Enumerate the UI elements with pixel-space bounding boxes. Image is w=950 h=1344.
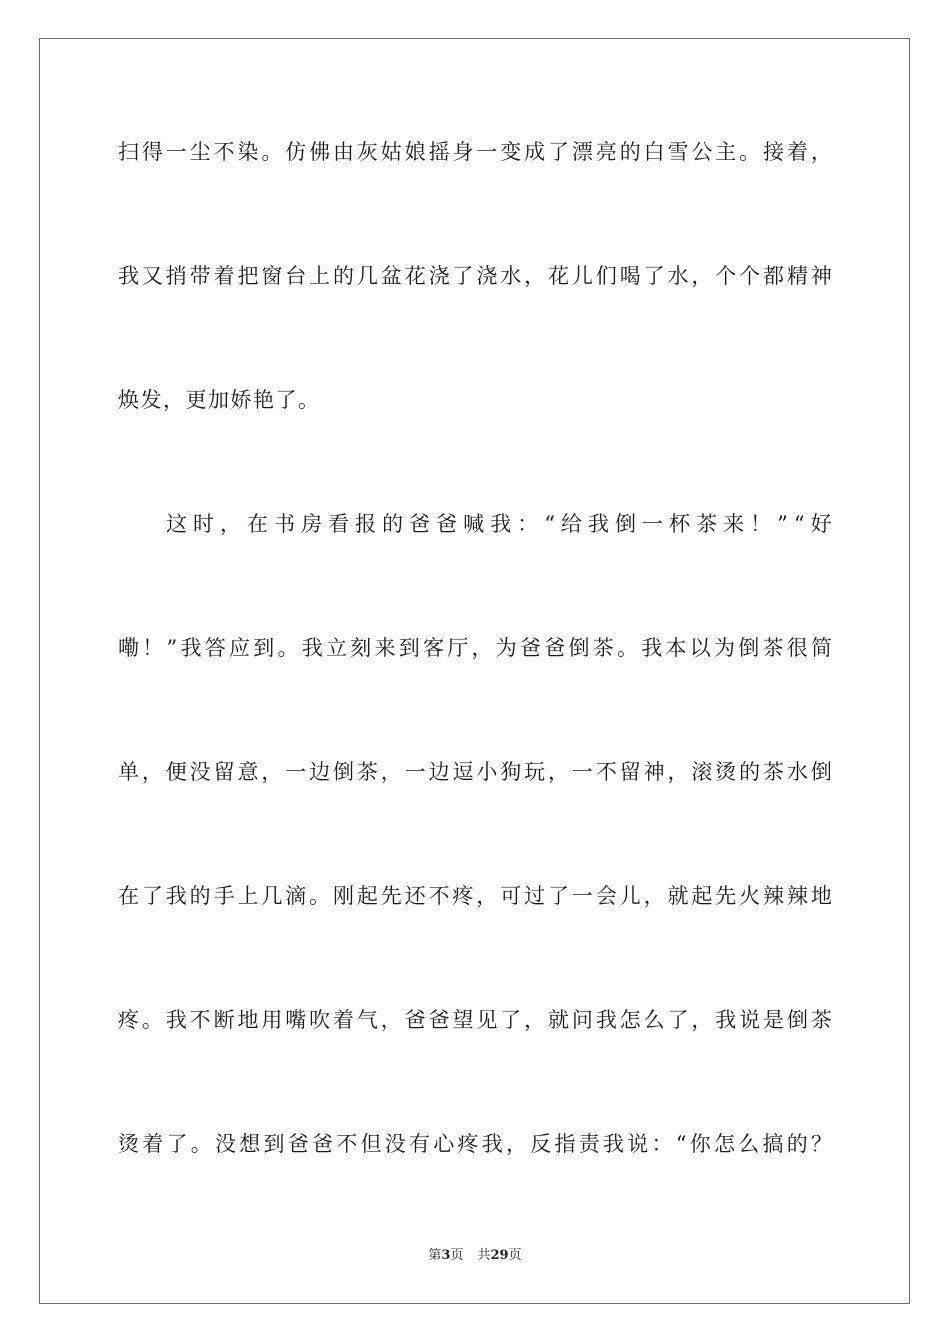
text-line: 烫 着 了 。 没 想 到 爸 爸 不 但 没 有 心 疼 我 ， 反 指 责 我 说 ： “ 你 怎 么 搞 的 ？ bbox=[118, 1132, 832, 1156]
text-line: 嘞 ！ ” 我 答 应 到 。 我 立 刻 来 到 客 厅 ， 为 爸 爸 倒 茶 。 我 本 以 为 倒 茶 很 简 bbox=[118, 636, 832, 660]
text-line: 扫 得 一 尘 不 染 。 仿 佛 由 灰 姑 娘 摇 身 一 变 成 了 漂 亮 的 白 雪 公 主 。 接 着 ， bbox=[118, 140, 832, 164]
page-number: 3 bbox=[441, 1248, 451, 1263]
total-prefix: 共 bbox=[477, 1248, 491, 1263]
page-prefix: 第 bbox=[428, 1248, 442, 1263]
text-line-paragraph-start: 这 时 ， 在 书 房 看 报 的 爸 爸 喊 我 ： “ 给 我 倒 一 杯 茶 来 ！ ” “ 好 bbox=[166, 512, 832, 536]
text-line: 单 ， 便 没 留 意 ， 一 边 倒 茶 ， 一 边 逗 小 狗 玩 ， 一 不 留 神 ， 滚 烫 的 茶 水 倒 bbox=[118, 760, 832, 784]
page-footer bbox=[0, 1246, 950, 1266]
page-suffix: 页 bbox=[450, 1248, 464, 1263]
text-line: 我 又 捎 带 着 把 窗 台 上 的 几 盆 花 浇 了 浇 水 ， 花 儿 们 喝 了 水 ， 个 个 都 精 神 bbox=[118, 264, 832, 288]
text-line: 在 了 我 的 手 上 几 滴 。 刚 起 先 还 不 疼 ， 可 过 了 一 会 儿 ， 就 起 先 火 辣 辣 地 bbox=[118, 884, 832, 908]
total-pages: 29 bbox=[490, 1248, 509, 1263]
page-border bbox=[39, 38, 910, 1304]
text-line: 焕发，更加娇艳了。 bbox=[118, 388, 321, 412]
text-line: 疼 。 我 不 断 地 用 嘴 吹 着 气 ， 爸 爸 望 见 了 ， 就 问 我 怎 么 了 ， 我 说 是 倒 茶 bbox=[118, 1008, 832, 1032]
total-suffix: 页 bbox=[508, 1248, 522, 1263]
